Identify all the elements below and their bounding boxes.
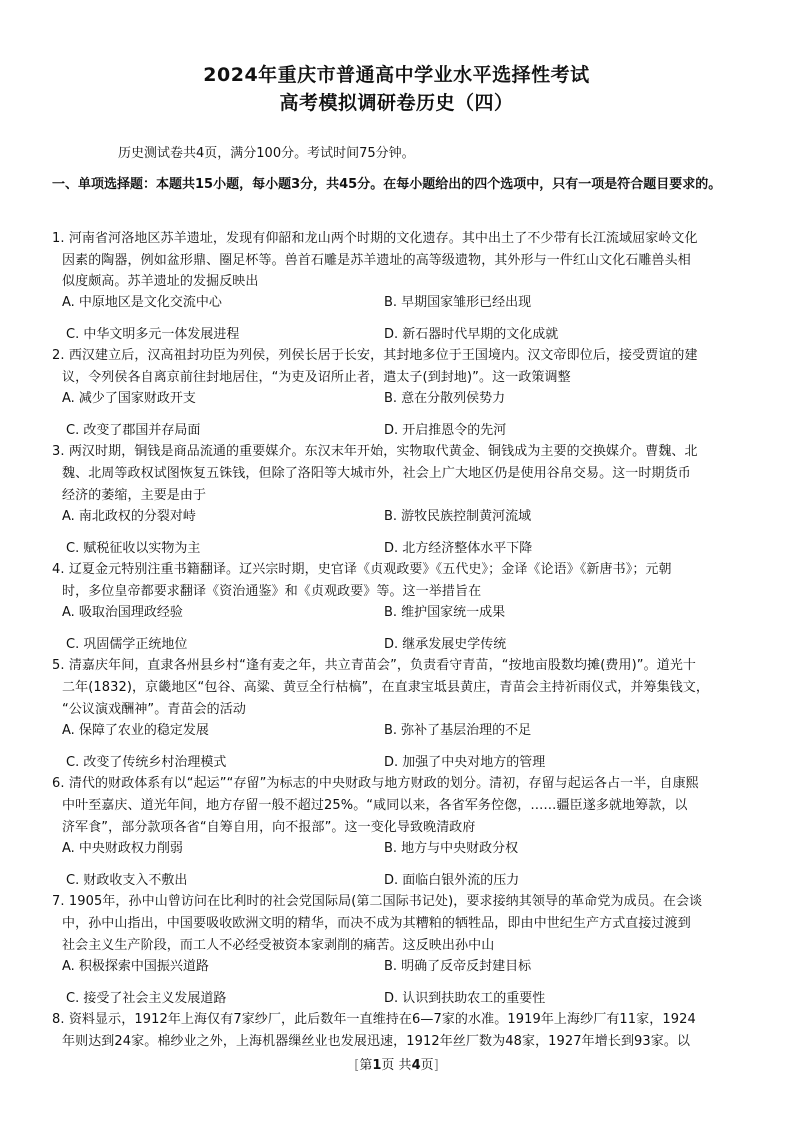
question-5-line-3: “公议演戏酬神”。青苗会的活动 [62,702,246,717]
question-6-option-a: A. 中央财政权力削弱 [62,841,183,856]
exam-title-line2: 高考模拟调研卷历史（四） [279,92,514,114]
question-4-line-2: 时，多位皇帝都要求翻译《资治通鉴》和《贞观政要》等。这一举措旨在 [62,584,482,599]
question-2-line-1: 2. 西汉建立后，汉高祖封功臣为列侯，列侯长居于长安，其封地多位于王国境内。汉文帝即位后，接受贾谊的建 [52,348,698,363]
question-2-option-d: D. 开启推恩令的先河 [384,423,507,438]
question-2-line-2: 议，令列侯各自离京前往封地居住，“为吏及诏所止者，遣太子(到封地)”。这一政策调整 [62,370,571,385]
question-2-option-a: A. 减少了国家财政开支 [62,391,196,406]
question-5-option-c: C. 改变了传统乡村治理模式 [66,755,227,770]
question-5-option-d: D. 加强了中央对地方的管理 [384,755,546,770]
question-7-option-a: A. 积极探索中国振兴道路 [62,959,209,974]
page-footer: [第1页 共4页] [354,1058,439,1073]
question-6-option-d: D. 面临白银外流的压力 [384,873,520,888]
question-3-line-2: 魏、北周等政权试图恢复五铢钱，但除了洛阳等大城市外，社会上广大地区仍是使用谷帛交易。这一时期货币 [62,466,691,481]
question-5-option-b: B. 弥补了基层治理的不足 [384,723,532,738]
question-2-option-c: C. 改变了郡国并存局面 [66,423,201,438]
question-1-option-c: C. 中华文明多元一体发展进程 [66,327,240,342]
question-4-option-a: A. 吸取治国理政经验 [62,605,183,620]
exam-intro: 历史测试卷共4页，满分100分。考试时间75分钟。 [118,146,415,161]
question-8-line-2: 年则达到24家。棉纱业之外，上海机器缫丝业也发展迅速，1912年丝厂数为48家，1927年增长到93家。以 [62,1034,691,1049]
question-4-option-c: C. 巩固儒学正统地位 [66,637,188,652]
question-1-line-3: 似度颇高。苏羊遗址的发掘反映出 [62,274,259,289]
question-1-option-a: A. 中原地区是文化交流中心 [62,295,222,310]
footer-prefix: 第 [359,1058,373,1073]
question-3-line-1: 3. 两汉时期，铜钱是商品流通的重要媒介。东汉末年开始，实物取代黄金、铜钱成为主要的交换媒介。曹魏、北 [52,444,698,459]
question-8-line-1: 8. 资料显示，1912年上海仅有7家纱厂，此后数年一直维持在6—7家的水准。1919年上海纱厂有11家，1924 [52,1012,696,1027]
question-3-option-c: C. 赋税征收以实物为主 [66,541,201,556]
footer-suffix: 页 [420,1058,434,1073]
question-3-option-b: B. 游牧民族控制黄河流域 [384,509,532,524]
question-5-option-a: A. 保障了农业的稳定发展 [62,723,209,738]
question-4-line-1: 4. 辽夏金元特别注重书籍翻译。辽兴宗时期，史官译《贞观政要》《五代史》；金译《论语》《新唐书》；元朝 [52,562,672,577]
question-6-line-2: 中叶至嘉庆、道光年间，地方存留一般不超过25%。“咸同以来，各省军务倥偬，……疆臣遂多就地筹款，以 [62,798,688,813]
question-6-line-1: 6. 清代的财政体系有以“起运”“存留”为标志的中央财政与地方财政的划分。清初，存留与起运各占一半，自康熙 [52,776,699,791]
question-1-option-d: D. 新石器时代早期的文化成就 [384,327,559,342]
footer-page-number: 1 [372,1058,382,1073]
question-3-line-3: 经济的萎缩，主要是由于 [62,488,207,503]
question-7-line-2: 中，孙中山指出，中国要吸收欧洲文明的精华，而决不成为其糟粕的牺牲品，即由中世纪生产方式直接过渡到 [62,916,691,931]
question-3-option-d: D. 北方经济整体水平下降 [384,541,533,556]
footer-total-pages: 4 [411,1058,421,1073]
question-5-line-1: 5. 清嘉庆年间，直隶各州县乡村“逢有麦之年，共立青苗会”，负责看守青苗，“按地亩股数均摊(费用)”。道光十 [52,658,697,673]
question-4-option-d: D. 继承发展史学传统 [384,637,507,652]
exam-title-line1: 2024年重庆市普通高中学业水平选择性考试 [203,64,590,86]
question-3-option-a: A. 南北政权的分裂对峙 [62,509,196,524]
question-7-option-b: B. 明确了反帝反封建目标 [384,959,532,974]
question-7-option-c: C. 接受了社会主义发展道路 [66,991,227,1006]
question-6-option-c: C. 财政收支入不敷出 [66,873,188,888]
question-1-option-b: B. 早期国家雏形已经出现 [384,295,532,310]
question-4-option-b: B. 维护国家统一成果 [384,605,506,620]
question-1-line-1: 1. 河南省河洛地区苏羊遗址，发现有仰韶和龙山两个时期的文化遗存。其中出土了不少带有长江流域屈家岭文化 [52,231,698,246]
question-7-line-1: 7. 1905年，孙中山曾访问在比利时的社会党国际局(第二国际书记处)，要求接纳其领导的革命党为成员。在会谈 [52,894,703,909]
question-5-line-2: 二年(1832)，京畿地区“包谷、高粱、黄豆全行枯槁”，在直隶宝坻县黄庄，青苗会主持祈雨仪式，并筹集钱文， [62,680,709,695]
footer-middle: 页 共 [381,1058,412,1073]
question-7-option-d: D. 认识到扶助农工的重要性 [384,991,546,1006]
question-6-line-3: 济军食”，部分款项各省“自筹自用，向不报部”。这一变化导致晚清政府 [62,820,476,835]
question-6-option-b: B. 地方与中央财政分权 [384,841,519,856]
question-1-line-2: 因素的陶器，例如盆形鼎、圈足杯等。兽首石雕是苏羊遗址的高等级遗物，其外形与一件红山文化石雕兽头相 [62,253,691,268]
section-heading: 一、单项选择题：本题共15小题，每小题3分，共45分。在每小题给出的四个选项中，只有一项是符合题目要求的。 [52,177,722,192]
question-7-line-3: 社会主义生产阶段，而工人不必经受被资本家剥削的痛苦。这反映出孙中山 [62,938,495,953]
question-2-option-b: B. 意在分散列侯势力 [384,391,506,406]
